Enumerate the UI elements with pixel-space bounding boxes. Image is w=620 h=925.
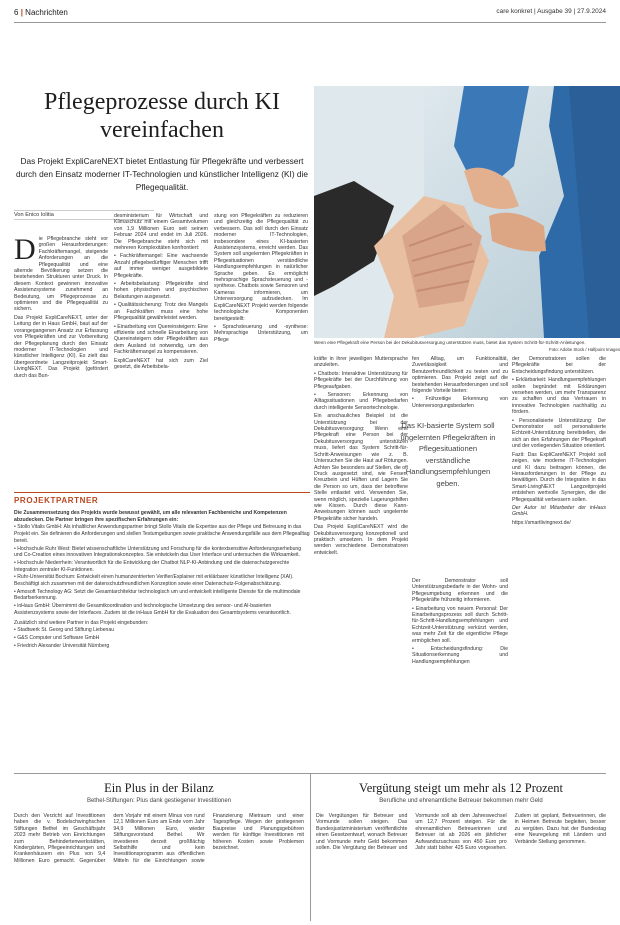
- column-4-paragraph: Das Projekt ExpliCareNEXT wird die Dekubitusversorgung konzeptionell und praktisch umsetzen. In dem Projekt werden verschiedene Demonstratoren entwickelt.: [314, 524, 408, 556]
- header-rule: [14, 22, 606, 23]
- bottom-right-subtitle: Berufliche und ehrenamtliche Betreuer bekommen mehr Geld: [379, 798, 543, 804]
- column-5-paragraph: fen Alltag, um Funktionalität, Zuverlässigkeit und Benutzerfreundlichkeit zu testen und zu optimieren. Das Projekt zeigt auf die bestehenden Herausforderungen und soll folgende Vorteile bieten:: [412, 356, 508, 395]
- associated-partner: • G&S Computer und Software GmbH: [14, 634, 100, 641]
- article-column-2: [114, 213, 208, 486]
- article-photo: [314, 86, 620, 338]
- associated-intro: Zusätzlich sind weitere Partner in das Projekt eingebunden:: [14, 619, 149, 626]
- section-label: Nachrichten: [25, 8, 68, 17]
- partner-item: • Hochschule Ruhr West: Bietet wissenschaftliche Unterstützung und Forschung für die kontextsensitive Anforderungserhebung und Co-Creation eines innovativen Integrationskonzeptes. Sie entwickeln das User Interface und untersuchen die Wirksamkeit.: [14, 545, 302, 559]
- column-6-bullet: • Erklärbarkeit: Handlungsempfehlungen sollen begründet mit Erklärungen versehen werden, um mehr Transparenz zu schaffen und das Vertrauen in innovative Technologien nachhaltig zu fördern.: [512, 377, 606, 416]
- column-5-bullet: • Frühzeitige Erkennung von Unterversorgungsbedarfen: [412, 396, 508, 409]
- bottom-right-text: Die Vergütungen für Betreuer und Vormunde sollen steigen. Das Bundesjustizministerium veröffentlichte einen Gesetzentwurf, wonach Betreuer und Vormunde mehr Geld bekommen sollen. Die Vergütung der Betreuer und Vormunde soll ab dem Jahreswechsel um 12,7 Prozent steigen. Für die ehrenamtlichen Betreuerinnen und Betreuer ist ab 2026 ein jährlicher Aufwandszuschuss von 450 Euro pro Jahr statt bisher 425 Euro vorgesehen. Zudem ist geplant, Betreuerinnen, die in Heimen Betreute begleiten, besser zu vergüten. Dazu hat der Bundestag eine Neuregelung mit Ländern und Verbände Stellung genommen.: [316, 813, 606, 852]
- bottom-right-title: Vergütung steigt um mehr als 12 Prozent: [359, 781, 563, 795]
- partner-item: • inHaus GmbH: Übernimmt die Gesamtkoordination und technologische Umsetzung des sensor- und AI-basierten Assistenzsystems sowie der Interfaces. Zudem ist die inHaus GmbH für die Evaluation des Gesamtsystems verantwortlich.: [14, 603, 291, 616]
- byline: Von Enico Iolitia: [14, 210, 154, 220]
- column-6-paragraph: der Demonstratoren sollen die Pflegekräfte bei der Entscheidungsfindung unterstützen.: [512, 356, 606, 375]
- column-2-bullet: • Qualitätssicherung: Trotz des Mangels an Fachkräften muss eine hohe Pflegequalität gewährleistet werden.: [114, 302, 208, 322]
- partner-item: • Stollo Vitalis GmbH: Als inhaltlicher Anwendungspartner bringt Stollo Vitalis die Expertise aus der Pflege und Betreuung in das Projekt ein. Sie definieren die Anforderungen und stellen Testumgebungen sowie praktische Anwendungsfälle aus dem Pflegealltag bereit.: [14, 524, 310, 544]
- column-5b-paragraph: Der Demonstrator soll Unterstützungsbedarfe in der Wohn- und Pflegeumgebung erkennen und die Pflegekräfte frühzeitig informieren.: [412, 578, 508, 604]
- projektpartner-heading: PROJEKTPARTNER: [14, 492, 310, 505]
- project-link[interactable]: https://smartlivingnext.de/: [512, 519, 571, 526]
- issue-label: care konkret | Ausgabe 39 | 27.9.2024: [496, 8, 606, 15]
- bottom-left-text: Durch den Verzicht auf Investitionen haben die v. Bodelschwinghschen Stiftungen Bethel im Geschäftsjahr 2023 mehr Betrieb von Einrichtungen zum Behindertenwerkstätten, Kindergärten, Pflegeeinrichtungen und Krankenhäusern ein Plus von 9,4 Millionen Euro gemacht. Gegenüber dem Vorjahr mit einem Minus von rund 12,1 Millionen Euro am Ende vom Jahr 94,9 Millionen Euro, wieder Stiftungsvorstand Bethel. Wir investieren derzeit großflächig Selbsthilfe und kein Investitionsprogramm aus öffentlichen Mitteln für die Einrichtungen sowie Finanzierung Mietraum und einer Tagespflege. Wegen der gestiegenen Baupreise und Planungsgebühren werden für künftige Investitionen mit höheren Kosten sowie Problemen bezeichnet.: [14, 813, 304, 864]
- photo-caption-block: [314, 340, 620, 352]
- article-column-5: [412, 356, 508, 416]
- header-separator: |: [20, 8, 23, 17]
- article-column-1: [14, 236, 108, 486]
- article-column-3: [214, 213, 308, 486]
- drop-cap: D: [14, 236, 36, 266]
- column-6-bullet: • Personalisierte Unterstützung: Der Demonstrator soll personalisierte Echtzeit-Unterstützung bereitstellen, die sich an den Erfahrungen der Pflegekraft und der vorliegenden Situation orientiert.: [512, 417, 606, 450]
- article-column-5b: [412, 578, 508, 768]
- caregiver-bandage-illustration: [314, 86, 620, 338]
- bottom-left-subtitle: Bethel-Stiftungen: Plus dank gestiegener Investitionen: [86, 798, 232, 804]
- column-1-paragraph: ie Pflegebranche steht vor großen Herausforderungen: Fachkräftemangel, steigende Anforderungen an die Pflegequalität und eine alternde Bevölkerung setzen die bestehenden Strukturen unter Druck. In diesem Kontext gewinnen innovative Assistenzsysteme zunehmend an Bedeutung, um Pflegeprozesse zu optimieren und die Pflegequalität zu sichern.: [14, 236, 108, 313]
- column-2-bullet: • Einarbeitung von Quereinsteigern: Eine effiziente und schnelle Einarbeitung von Quereinsteigern oder Pflegekräften aus dem Ausland ist notwendig, um den Fachkräftemangel zu kompensieren.: [114, 323, 208, 356]
- column-2-bullet: • Arbeitsbelastung: Pflegekräfte sind hohen physischen und psychischen Belastungen ausgesetzt.: [114, 281, 208, 300]
- article-lead: Das Projekt ExpliCareNEXT bietet Entlastung für Pflegekräfte und verbessert durch den Einsatz moderner IT-Technologien und künstlicher Intelligenz (KI) die Pflegequalität.: [16, 156, 308, 192]
- photo-caption: Wenn eine Pflegekraft eine Person bei der Dekubitusversorgung unterstützen muss, bietet das System Schritt-für-Schritt-Anleitungen.: [314, 340, 586, 345]
- page-header-left: [14, 8, 68, 17]
- article-headline: Pflegeprozesse durch KI vereinfachen: [44, 89, 280, 143]
- partner-item: • Amosoft Technology AG: Setzt die Gesamtarchitektur technologisch um und entwickelt intelligente Dienste für die multimodale Bedarfserkennung.: [14, 588, 301, 602]
- author-note: Der Autor ist Mitarbeiter der inHaus GmbH.: [512, 504, 606, 518]
- column-4-paragraph: kräfte in ihrer jeweiligen Muttersprache anzuleiten.: [314, 356, 408, 369]
- bottom-left-title: Ein Plus in der Bilanz: [104, 781, 214, 795]
- article-column-4: [314, 356, 408, 768]
- partner-item: • Hochschule Niederrhein: Verantwortlich für die Entwicklung der Chatbot NLP-KI-Anbindung und die datenschutzgerechte Integration zentraler KI-Funktionen.: [14, 559, 290, 573]
- column-6-paragraph: Fazit: Das ExpliCareNEXT Projekt soll zeigen, wie moderne IT-Technologien und KI dazu beitragen können, die Herausforderungen in der Pflege zu bewältigen. Durch die Integration in das Smart-LivingNEXT Langzeitprojekt entstehen wertvolle Synergien, die die Pflegequalität verbessern sollen.: [512, 451, 606, 503]
- column-2-paragraph: desministerium für Wirtschaft und Klimaschutz mit einem Gesamtvolumen von 1,9 Millionen Euro seit seinem Februar 2024 und endet im Juli 2026. Die Pflegebranche steht sich mit mehreren Komplexitäten konfrontiert:: [114, 213, 208, 252]
- column-1-paragraph: Das Projekt ExpliCareNEXT, unter der Leitung der in Haus GmbH, baut auf der vorangegangenen Ansatz zur Erfassung von Pflegekräften und zur Vorbereitung der Pflegeplanung durch den Einsatz moderner IT-Technologien und künstlicher Intelligenz (KI). Es zielt das übergeordnete Langzeitprojekt Smart-LivingNEXT. Das Projekt (gefördert durch das Bun-: [14, 314, 108, 379]
- column-3-bullet: • Sprachsteuerung und -synthese: Mehrsprachige Unterstützung, um Pflege: [214, 323, 308, 343]
- associated-partner: • Stadtwerk St. Georg und Stiftung Liebenau: [14, 627, 115, 634]
- page-header: [14, 8, 606, 22]
- column-4-bullet: • Chatbots: Interaktive Unterstützung für Pflegekräfte bei der Durchführung von Pflegeaufgaben.: [314, 370, 408, 390]
- pull-quote: Das KI-basierte System soll ungelernten Pflegekräften in Pflegesituationen verständliche Handlungsempfehlungen geben.: [400, 421, 496, 488]
- bottom-divider: [310, 773, 311, 921]
- projektpartner-intro: Die Zusammensetzung des Projekts wurde bewusst gewählt, um alle relevanten Fachbereiche und Kompetenzen abzudecken. Die Partner bringen ihre spezifischen Erfahrungen ein:: [14, 510, 287, 523]
- column-5b-bullet: • Einarbeitung von neuem Personal: Der Einarbeitungsprozess soll durch Schritt-für-Schritt-Handlungsempfehlungen und Echtzeit-Unterstützung verkürzt werden, was mehr Zeit für die eigentliche Pflege ermöglichen soll.: [412, 605, 508, 644]
- projektpartner-box: [14, 510, 310, 726]
- column-2-paragraph: ExpliCareNEXT hat sich zum Ziel gesetzt, die Arbeitsbela-: [114, 357, 208, 370]
- photo-credit: Foto: Adobe Stock / Halfpoint Images: [549, 347, 620, 352]
- page-number: 6: [14, 8, 19, 17]
- partner-item: • Ruhr-Universität Bochum: Entwickelt einen humanzentrierten Verifier/Explainer mit erklärbarer künstlicher Intelligenz (XAI). Beschäftigt sich zusammen mit der datenschutzfreundlichen Konzeption sowie einer Datenschutz-Folgenabschätzung.: [14, 574, 294, 588]
- column-4-paragraph: Ein anschauliches Beispiel ist die Unterstützung bei der Dekubitusversorgung: Wenn eine Pflegekraft eine Person bei der Dekubitusversorgung unterstützen muss, liefert das System Schritt-für-Schritt-Anweisungen wie z. B. Untersuchen Sie die Haut auf Rötungen. Achten Sie besonders auf Stellen, die oft Druck ausgesetzt sind, wie Fersen, Kreuzbein und Hüften und Lagern Sie die Person so um, dass der betroffene Stelle entlastet wird. Verwenden Sie, wenn möglich, spezielle Lagerungshilfen wie Kissen. Durch diese Kann-Anweisungen können auch ungelernte Pflegekräfte sicher handeln.: [314, 413, 408, 522]
- article-column-6: [512, 356, 606, 768]
- column-4-bullet: • Sensoren: Erkennung von Alltagssituationen und Pflegebedarfen durch intelligente Sensortechnologie.: [314, 392, 408, 411]
- column-2-bullet: • Fachkräftemangel: Eine wachsende Anzahl pflegebedürftiger Menschen trifft auf immer weniger ausgebildete Pflegekräfte.: [114, 253, 208, 279]
- column-5b-bullet: • Entscheidungsfindung: Die Situationserkennung und Handlungsempfehlungen: [412, 646, 508, 665]
- associated-partner: • Friedrich Alexander Universität Nürnberg: [14, 642, 110, 649]
- column-3-paragraph: stung von Pflegekräften zu reduzieren und gleichzeitig die Pflegequalität zu verbessern. Das soll durch den Einsatz moderner IT-Technologien, insbesondere eines KI-basierten Assistenzsystems, erreicht werden. Das System soll ungelernten Pflegekräften in Pflegesituationen verständliche Handlungsempfehlungen in natürlicher Sprache geben. Es ermöglicht mehrsprachige Sprachsteuerung und -synthese. Chatbots sowie Sensoren und Kameras informieren, um Unterversorgung aufzudecken. Im ExpliCareNEXT Projekt werden folgende technologische Komponenten bereitgestellt:: [214, 213, 308, 322]
